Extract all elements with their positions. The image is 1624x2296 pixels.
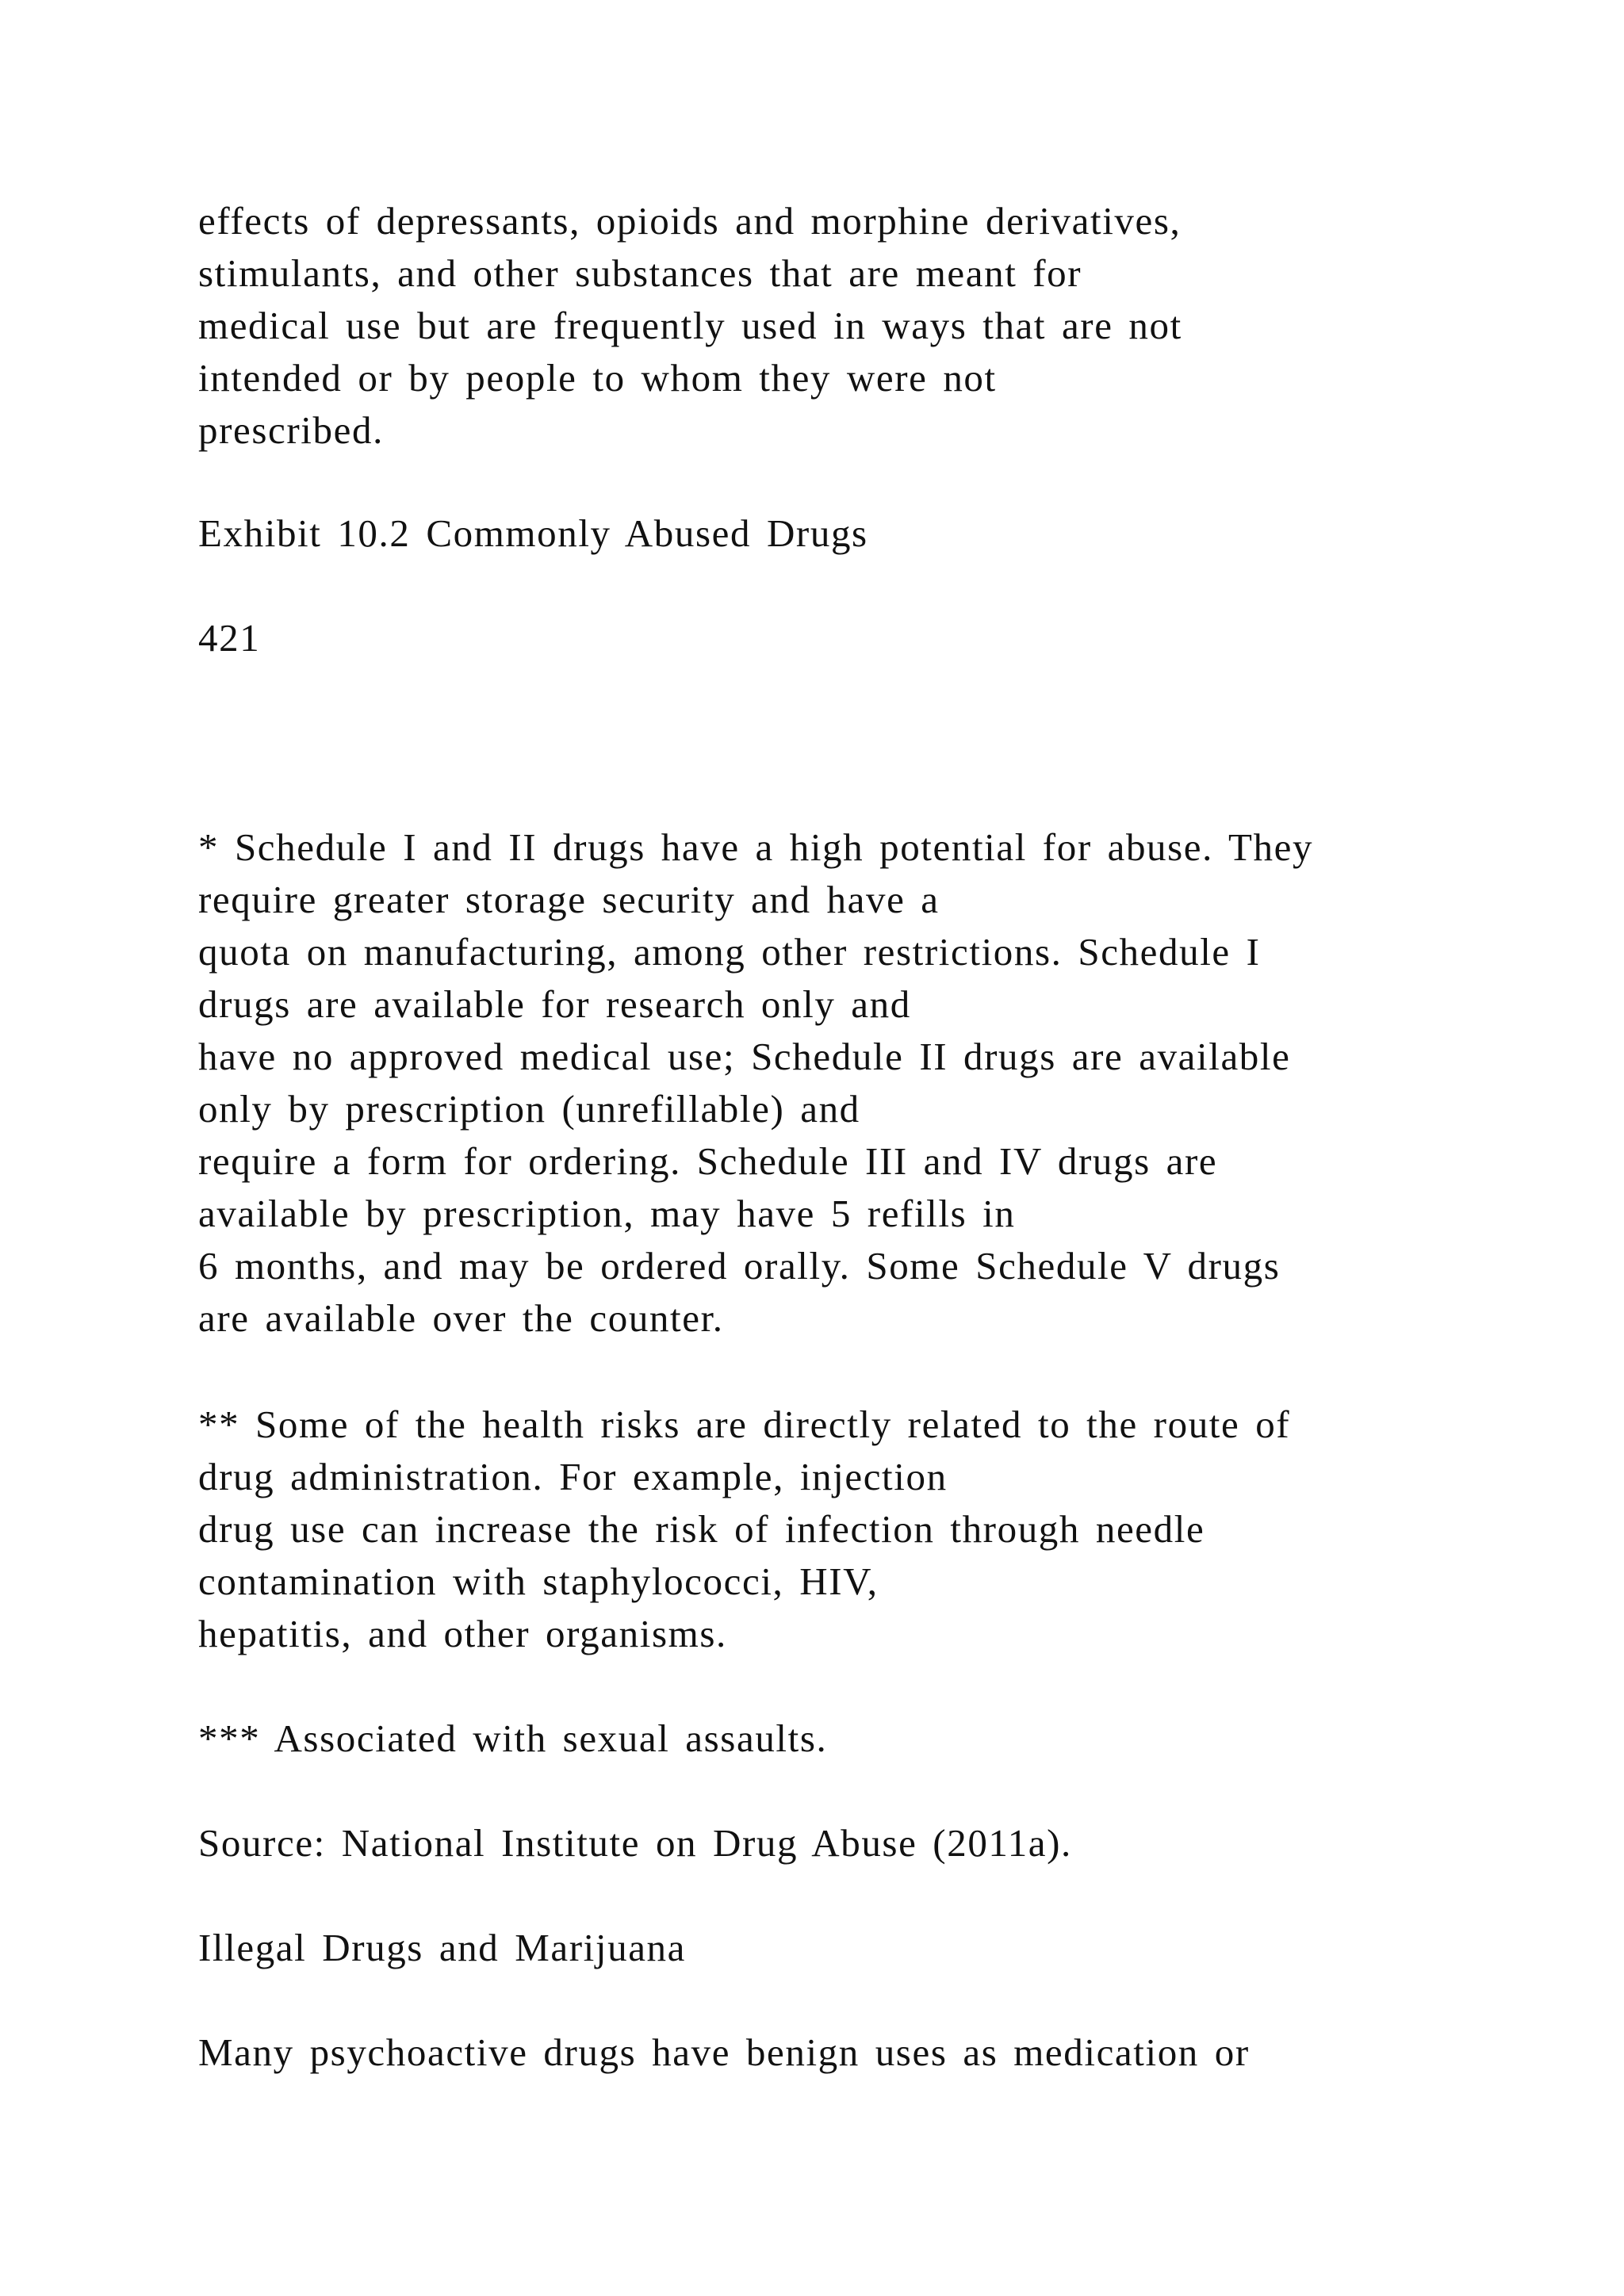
text-line: drugs are available for research only and bbox=[198, 982, 911, 1026]
text-line: ** Some of the health risks are directly related to the route of bbox=[198, 1402, 1291, 1446]
exhibit-caption bbox=[198, 507, 1435, 560]
text-line: intended or by people to whom they were not bbox=[198, 356, 997, 400]
text-line: prescribed. bbox=[198, 408, 384, 452]
source-line bbox=[198, 1817, 1435, 1869]
text-line: available by prescription, may have 5 refills in bbox=[198, 1192, 1016, 1235]
text-line: contamination with staphylococci, HIV, bbox=[198, 1559, 879, 1603]
source-text: Source: National Institute on Drug Abuse (2011a). bbox=[198, 1821, 1072, 1865]
text-line: have no approved medical use; Schedule II drugs are available bbox=[198, 1035, 1291, 1078]
text-line: effects of depressants, opioids and morphine derivatives, bbox=[198, 199, 1182, 243]
footnote-schedule bbox=[198, 821, 1435, 1345]
intro-paragraph bbox=[198, 195, 1435, 457]
footnote-assault-text: *** Associated with sexual assaults. bbox=[198, 1716, 828, 1760]
text-line: stimulants, and other substances that are meant for bbox=[198, 251, 1082, 295]
page-number-text: 421 bbox=[198, 616, 261, 660]
text-line: are available over the counter. bbox=[198, 1296, 724, 1340]
text-line: drug use can increase the risk of infection through needle bbox=[198, 1507, 1205, 1551]
footnote-assault bbox=[198, 1712, 1435, 1765]
section-heading-text: Illegal Drugs and Marijuana bbox=[198, 1926, 686, 1969]
closing-paragraph-text: Many psychoactive drugs have benign uses as medication or bbox=[198, 2030, 1250, 2074]
text-line: require greater storage security and have a bbox=[198, 878, 940, 921]
section-heading bbox=[198, 1922, 1435, 1974]
text-line: require a form for ordering. Schedule III and IV drugs are bbox=[198, 1139, 1218, 1183]
text-line: quota on manufacturing, among other restrictions. Schedule I bbox=[198, 930, 1261, 974]
text-line: medical use but are frequently used in ways that are not bbox=[198, 304, 1182, 347]
text-line: * Schedule I and II drugs have a high potential for abuse. They bbox=[198, 825, 1314, 869]
text-line: only by prescription (unrefillable) and bbox=[198, 1087, 860, 1131]
footnote-health-risks bbox=[198, 1399, 1435, 1660]
page-number bbox=[198, 612, 1435, 664]
text-line: drug administration. For example, injection bbox=[198, 1455, 948, 1498]
exhibit-caption-text: Exhibit 10.2 Commonly Abused Drugs bbox=[198, 511, 868, 555]
closing-paragraph bbox=[198, 2026, 1435, 2079]
text-line: hepatitis, and other organisms. bbox=[198, 1612, 727, 1655]
text-line: 6 months, and may be ordered orally. Some Schedule V drugs bbox=[198, 1244, 1281, 1288]
